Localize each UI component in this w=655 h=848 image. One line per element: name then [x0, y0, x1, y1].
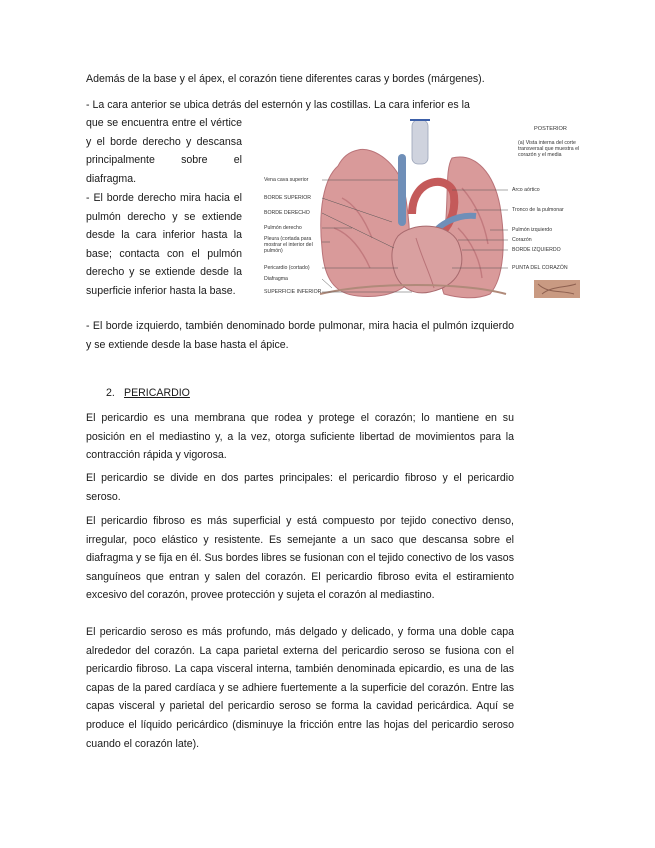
pericardio-paragraph-1: El pericardio es una membrana que rodea y protege el corazón; lo mantiene en su posición en el mediastino y, a la vez, otorga suficiente libertad de movimientos para la contracción rápida y vigorosa.: [86, 412, 514, 462]
pericardio-fibroso-paragraph: El pericardio fibroso es más superficial y está compuesto por tejido conectivo denso, irregular, poco elástico y resistente. Es semejante a un saco que descansa sobre el diafragma y se fija en él. Sus bordes libres se fusionan con el tejido conectivo de los vasos sanguíneos que entran y salen del corazón. El pericardio fibroso evita el estiramiento excesivo del corazón, provee protección y sujeta el corazón al mediastino.: [86, 515, 514, 602]
trachea-shape: [412, 120, 428, 164]
label-pericardio-cortado: Pericardio (cortado): [264, 265, 310, 271]
borde-derecho-paragraph: - El borde derecho mira hacia el pulmón derecho y se extiende desde la cara inferior hasta la base; contacta con el pulmón derecho y se extiende desde la superficie inferior hasta la base.: [86, 192, 242, 297]
label-borde-derecho: BORDE DERECHO: [264, 210, 310, 216]
pericardio-seroso-paragraph: El pericardio seroso es más profundo, más delgado y delicado, y forma una doble capa alrededor del corazón. La capa parietal externa del pericardio seroso se fusiona con el pericardio fibroso. La capa visceral interna, también denominada epicardio, es una de las capas de la pared cardíaca y se adhiere fuertemente a la superficie del corazón. Entre las capas visceral y parietal del pericardio seroso se forma la cavidad pericárdica. Aquí se produce el líquido pericárdico (disminuye la fricción entre las hojas del pericardio seroso cuando el corazón late).: [86, 626, 514, 750]
label-superficie-inferior: SUPERFICIE INFERIOR: [264, 289, 322, 295]
section-heading: [106, 386, 190, 400]
view-label: POSTERIOR: [534, 126, 567, 132]
section-number: 2.: [106, 387, 115, 399]
section-title: PERICARDIO: [124, 387, 190, 399]
label-diafragma: Diafragma: [264, 276, 288, 282]
tissue-thumbnail: [534, 280, 580, 298]
cara-anterior-line: - La cara anterior se ubica detrás del esternón y las costillas. La cara inferior es la: [86, 99, 470, 111]
label-vena-cava: Vena cava superior: [264, 177, 309, 183]
intro-paragraph: Además de la base y el ápex, el corazón tiene diferentes caras y bordes (márgenes).: [86, 73, 485, 85]
figure-caption: (a) Vista interna del corte transversal que muestra el corazón y el media: [518, 140, 580, 158]
label-arco-aortico: Arco aórtico: [512, 187, 540, 193]
label-pulmon-izquierdo: Pulmón izquierdo: [512, 227, 553, 233]
label-tronco-pulmonar: Tronco de la pulmonar: [512, 207, 564, 213]
label-punta-corazon: PUNTA DEL CORAZÓN: [512, 265, 568, 271]
label-borde-izquierdo: BORDE IZQUIERDO: [512, 247, 561, 253]
label-borde-superior: BORDE SUPERIOR: [264, 195, 311, 201]
label-pleura: Pleura (cortada para mostrar el interior del pulmón): [264, 236, 313, 254]
heart-shape: [392, 226, 462, 293]
pericardio-paragraph-2: El pericardio se divide en dos partes principales: el pericardio fibroso y el pericardio seroso.: [86, 472, 514, 503]
heart-lungs-illustration: [262, 118, 582, 300]
label-corazon: Corazón: [512, 237, 532, 243]
label-pulmon-derecho: Pulmón derecho: [264, 225, 302, 231]
cara-inferior-paragraph: que se encuentra entre el vértice y el borde derecho y descansa principalmente sobre el diafragma.: [86, 117, 242, 185]
borde-izquierdo-paragraph: - El borde izquierdo, también denominado borde pulmonar, mira hacia el pulmón izquierdo y se extiende desde la base hasta el ápice.: [86, 320, 514, 351]
